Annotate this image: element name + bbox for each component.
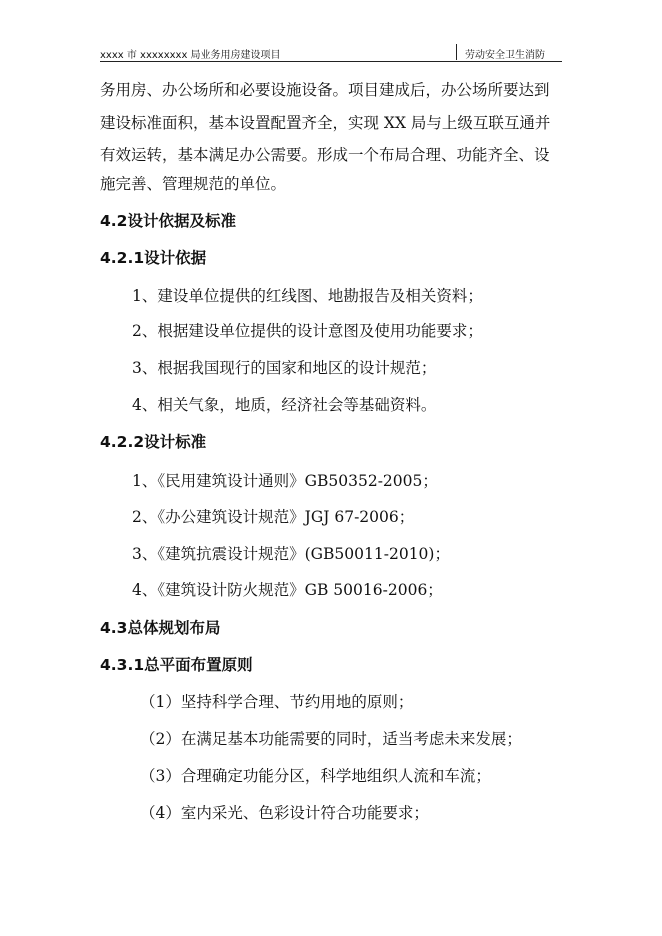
list-item: 4、相关气象，地质，经济社会等基础资料。 [132, 396, 437, 414]
section-heading-4-2: 4.2设计依据及标准 [100, 212, 236, 230]
list-item: 3、根据我国现行的国家和地区的设计规范； [132, 359, 437, 377]
page-header [100, 44, 562, 60]
intro-line: 建设标准面积，基本设置配置齐全，实现 XX 局与上级互联互通并 [100, 114, 551, 132]
header-rule [100, 61, 562, 62]
intro-line: 施完善、管理规范的单位。 [100, 175, 287, 193]
list-item: 2、《办公建筑设计规范》JGJ 67-2006； [132, 508, 415, 526]
header-separator [456, 44, 457, 60]
intro-line: 务用房、办公场所和必要设施设备。项目建成后，办公场所要达到 [100, 81, 550, 99]
list-item: 1、建设单位提供的红线图、地勘报告及相关资料； [132, 287, 483, 305]
section-heading-4-2-1: 4.2.1设计依据 [100, 249, 207, 267]
list-item: （1）坚持科学合理、节约用地的原则； [140, 693, 414, 711]
list-item: 1、《民用建筑设计通则》GB50352-2005； [132, 472, 438, 490]
list-item: （3）合理确定功能分区，科学地组织人流和车流； [140, 767, 491, 785]
section-heading-4-3-1: 4.3.1总平面布置原则 [100, 656, 253, 674]
list-item: （4）室内采光、色彩设计符合功能要求； [140, 804, 429, 822]
list-item: 3、《建筑抗震设计规范》(GB50011-2010)； [132, 545, 450, 563]
section-heading-4-3: 4.3总体规划布局 [100, 619, 221, 637]
intro-line: 有效运转，基本满足办公需要。形成一个布局合理、功能齐全、设 [100, 146, 550, 164]
list-item: 4、《建筑设计防火规范》GB 50016-2006； [132, 581, 443, 599]
section-heading-4-2-2: 4.2.2设计标准 [100, 433, 207, 451]
list-item: （2）在满足基本功能需要的同时，适当考虑未来发展； [140, 730, 522, 748]
list-item: 2、根据建设单位提供的设计意图及使用功能要求； [132, 322, 483, 340]
header-project-title: xxxx 市 xxxxxxxx 局业务用房建设项目 [100, 50, 281, 61]
header-chapter-title: 劳动安全卫生消防 [465, 50, 545, 61]
